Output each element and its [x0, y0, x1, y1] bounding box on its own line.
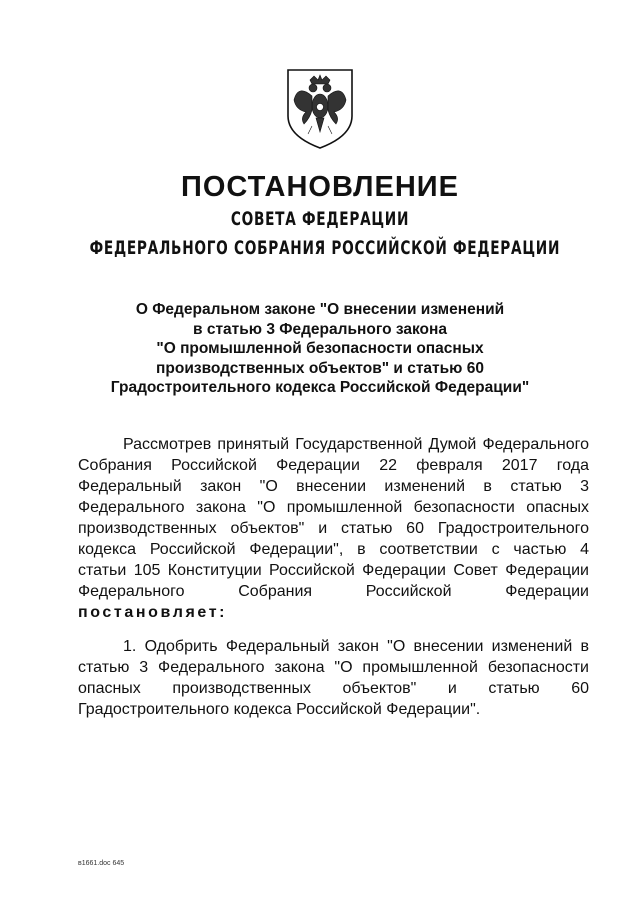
document-title: ПОСТАНОВЛЕНИЕ [181, 171, 459, 203]
subject-line: производственных объектов" и статью 60 [156, 359, 484, 377]
paragraph-line: статьи 105 Конституции Российской Федерации Совет Федерации [78, 562, 589, 579]
paragraph-line: кодекса Российской Федерации", в соответствии с частью 4 [78, 541, 589, 558]
paragraph-line: опасных производственных объектов" и статью 60 [78, 680, 589, 697]
paragraph-line: Федеральный закон "О внесении изменений в статью 3 [78, 478, 589, 495]
document-code: в1661.doc 645 [78, 860, 125, 867]
paragraph-line: Рассмотрев принятый Государственной Думой Федерального [123, 436, 589, 453]
decree-word: постановляет: [78, 604, 228, 621]
paragraph-line: производственных объектов" и статью 60 Градостроительного [78, 520, 589, 537]
resolution-subject [80, 300, 560, 398]
subject-line: Градостроительного кодекса Российской Федерации" [110, 379, 530, 396]
paragraph-line: Федерального закона "О промышленной безопасности опасных [78, 499, 589, 516]
resolution-item-1 [78, 636, 589, 720]
paragraph-line: статью 3 Федерального закона "О промышленной безопасности [78, 659, 589, 676]
russian-coat-of-arms-icon [282, 66, 358, 150]
paragraph-line: Собрания Российской Федерации 22 февраля 2017 года [78, 457, 589, 474]
paragraph-line: Градостроительного кодекса Российской Федерации". [78, 701, 481, 718]
issuer-line-2: ФЕДЕРАЛЬНОГО СОБРАНИЯ РОССИЙСКОЙ ФЕДЕРАЦИИ [89, 237, 561, 259]
preamble-paragraph [78, 434, 589, 623]
subject-line: "О промышленной безопасности опасных [156, 340, 484, 357]
issuer-line-1: СОВЕТА ФЕДЕРАЦИИ [230, 208, 410, 230]
subject-line: в статью 3 Федерального закона [192, 320, 447, 338]
subject-line: О Федеральном законе "О внесении изменений [135, 301, 505, 318]
paragraph-line: 1. Одобрить Федеральный закон "О внесении изменений в [123, 638, 589, 655]
paragraph-line: Федерального Собрания Российской Федерации [78, 583, 589, 600]
